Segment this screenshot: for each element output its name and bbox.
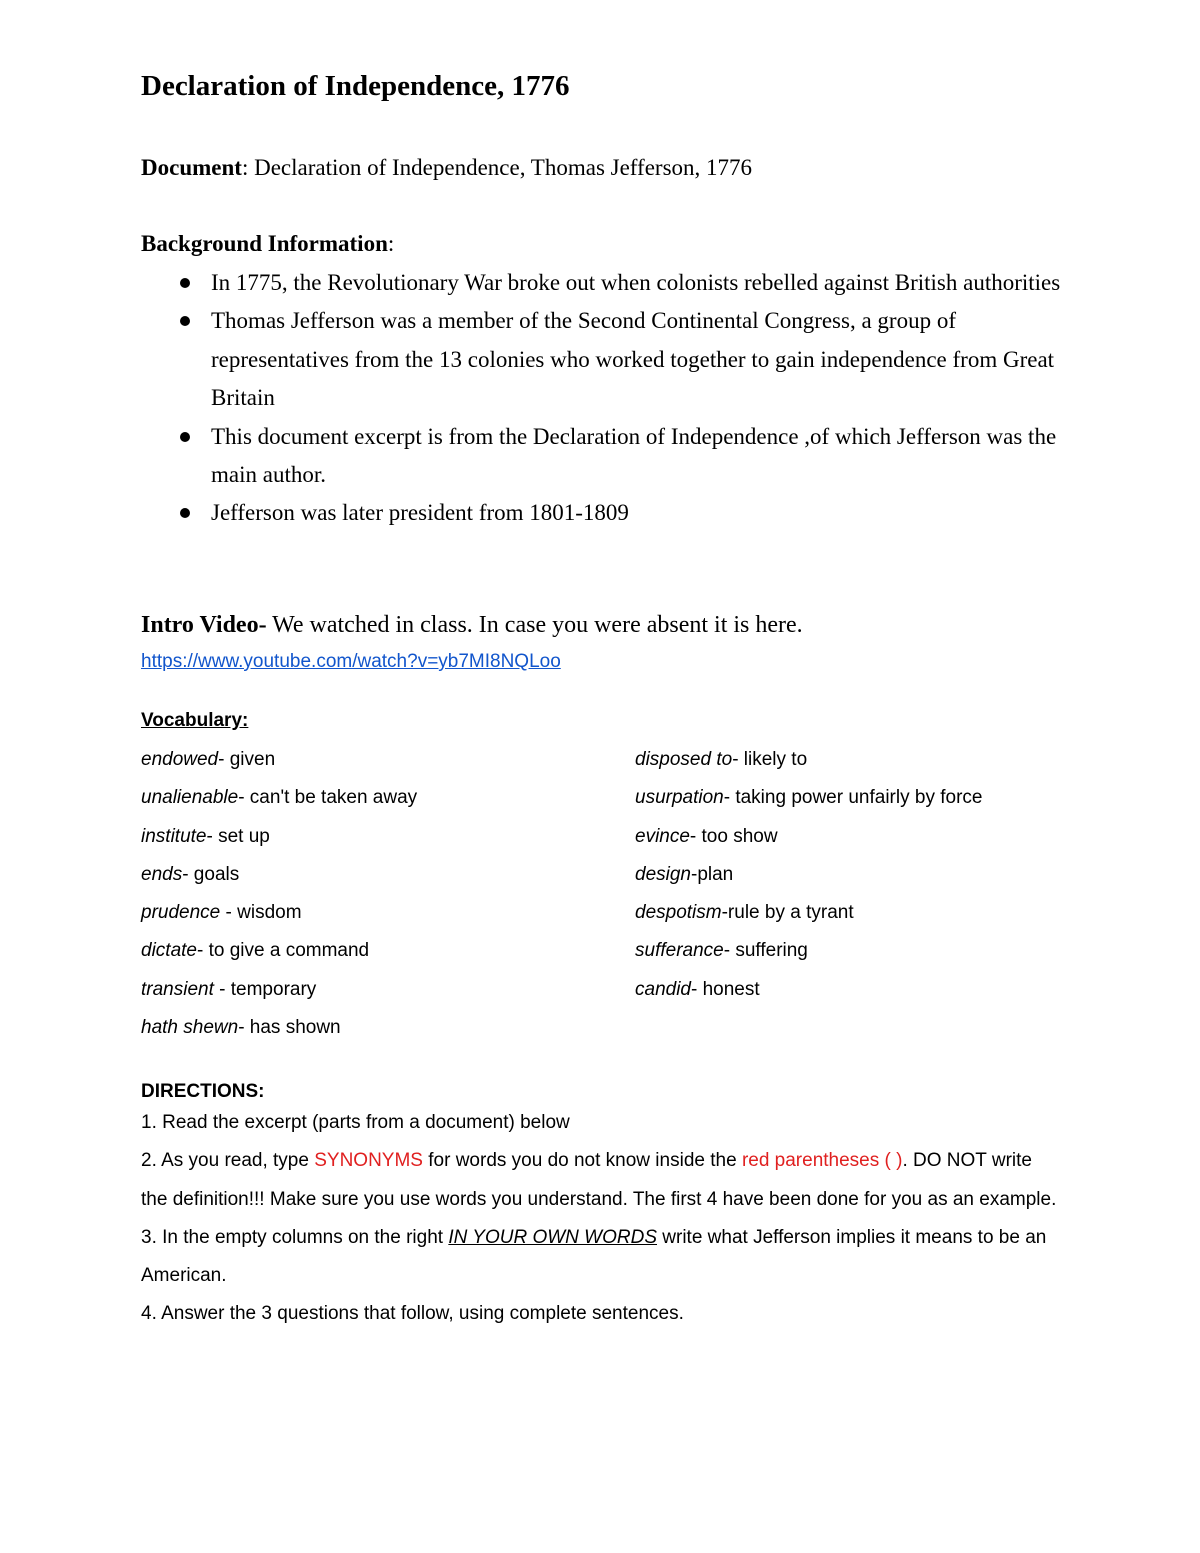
vocab-term: dictate <box>141 940 197 962</box>
vocab-term: prudence <box>141 902 226 924</box>
background-item-text: In 1775, the Revolutionary War broke out when colonists rebelled against British authorities <box>211 270 1061 295</box>
background-colon: : <box>387 231 395 256</box>
vocab-item <box>141 932 417 970</box>
bullet-icon <box>180 316 190 326</box>
vocab-definition: - suffering <box>723 940 808 962</box>
vocab-item <box>635 779 982 817</box>
vocab-item <box>141 971 417 1009</box>
direction-step-1: 1. Read the excerpt (parts from a document) below <box>141 1112 570 1133</box>
vocab-definition: - honest <box>691 978 760 1000</box>
bullet-icon <box>180 508 190 518</box>
document-colon: : <box>241 155 249 180</box>
vocab-definition: - too show <box>689 825 778 847</box>
synonyms-emphasis: SYNONYMS <box>314 1150 423 1172</box>
vocab-term: candid <box>635 978 691 1000</box>
vocab-definition: - taking power unfairly by force <box>723 787 983 809</box>
intro-video-link[interactable]: https://www.youtube.com/watch?v=yb7MI8NQLoo <box>141 651 561 672</box>
own-words-emphasis: IN YOUR OWN WORDS <box>448 1226 657 1248</box>
vocab-term: ends <box>141 863 183 885</box>
list-item <box>141 418 1061 495</box>
vocab-term: despotism <box>635 902 722 924</box>
vocab-item <box>141 818 417 856</box>
vocabulary-heading: Vocabulary: <box>141 710 249 731</box>
vocab-item <box>635 971 982 1009</box>
background-item-text: Thomas Jefferson was a member of the Second Continental Congress, a group of representatives from the 13 colonies who worked together to gain independence from Great Britain <box>211 308 1055 411</box>
vocab-term: evince <box>635 825 690 847</box>
step-2-text-c: . DO NOT write the definition!!! Make sure you use words you understand. The first 4 have been done for you as an example. <box>141 1150 1057 1210</box>
bullet-icon <box>180 278 190 288</box>
vocab-term: sufferance <box>635 940 724 962</box>
vocab-definition: - to give a command <box>196 940 370 962</box>
vocab-item <box>635 894 982 932</box>
vocab-definition: - has shown <box>238 1017 341 1039</box>
vocab-item <box>635 932 982 970</box>
vocab-item <box>635 818 982 856</box>
step-2-text-a: 2. As you read, type <box>141 1150 315 1172</box>
vocabulary-right-column <box>635 741 982 1009</box>
list-item <box>141 264 1061 302</box>
vocab-item <box>635 741 982 779</box>
vocab-item <box>141 741 417 779</box>
document-text: Declaration of Independence, Thomas Jefferson, 1776 <box>248 155 753 180</box>
vocab-item <box>141 779 417 817</box>
intro-video-text: We watched in class. In case you were absent it is here. <box>266 612 803 638</box>
background-heading <box>141 231 394 257</box>
document-line <box>141 155 752 181</box>
vocab-item <box>141 1009 417 1047</box>
step-3-text-a: 3. In the empty columns on the right <box>141 1226 449 1248</box>
page-title: Declaration of Independence, 1776 <box>141 70 570 102</box>
direction-step-3 <box>141 1219 1061 1296</box>
vocabulary-left-column <box>141 741 417 1047</box>
vocab-definition: - likely to <box>732 749 808 770</box>
vocab-definition: -plan <box>691 863 734 885</box>
document-label: Document <box>141 155 242 180</box>
list-item <box>141 302 1061 417</box>
background-item-text: Jefferson was later president from 1801-1809 <box>211 500 629 526</box>
vocab-definition: - set up <box>206 825 270 847</box>
background-label: Background Information <box>141 231 388 256</box>
directions-list <box>141 1104 1061 1334</box>
vocab-definition: - wisdom <box>225 902 302 924</box>
vocab-term: hath shewn <box>141 1017 239 1039</box>
bullet-icon <box>180 432 190 442</box>
intro-video-line <box>141 612 803 639</box>
direction-step-2 <box>141 1142 1061 1219</box>
vocab-item <box>141 894 417 932</box>
vocab-definition: - goals <box>182 863 240 885</box>
list-item <box>141 494 1061 532</box>
background-item-text: This document excerpt is from the Declaration of Independence ,of which Jefferson was the main author. <box>211 423 1057 488</box>
vocab-term: institute <box>141 825 207 847</box>
direction-step-4: 4. Answer the 3 questions that follow, using complete sentences. <box>141 1303 684 1325</box>
vocab-term: transient <box>141 978 214 1000</box>
vocab-term: endowed <box>141 749 219 770</box>
vocab-term: unalienable <box>141 787 239 809</box>
intro-video-label: Intro Video- <box>141 612 267 638</box>
vocab-definition: - temporary <box>213 978 317 1000</box>
vocab-definition: - given <box>218 749 276 770</box>
directions-heading: DIRECTIONS: <box>141 1081 265 1102</box>
vocab-term: design <box>635 863 691 885</box>
red-parentheses-emphasis: red parentheses ( ) <box>741 1150 903 1172</box>
vocab-item <box>635 856 982 894</box>
vocab-definition: - can't be taken away <box>238 787 418 809</box>
vocab-item <box>141 856 417 894</box>
step-2-text-b: for words you do not know inside the <box>422 1150 742 1172</box>
vocab-term: disposed to <box>635 749 733 770</box>
vocab-definition: -rule by a tyrant <box>721 902 854 924</box>
vocab-term: usurpation <box>635 787 724 809</box>
background-list <box>141 264 1061 533</box>
step-3-text-b: write what Jefferson implies it means to be an American. <box>141 1226 1047 1287</box>
